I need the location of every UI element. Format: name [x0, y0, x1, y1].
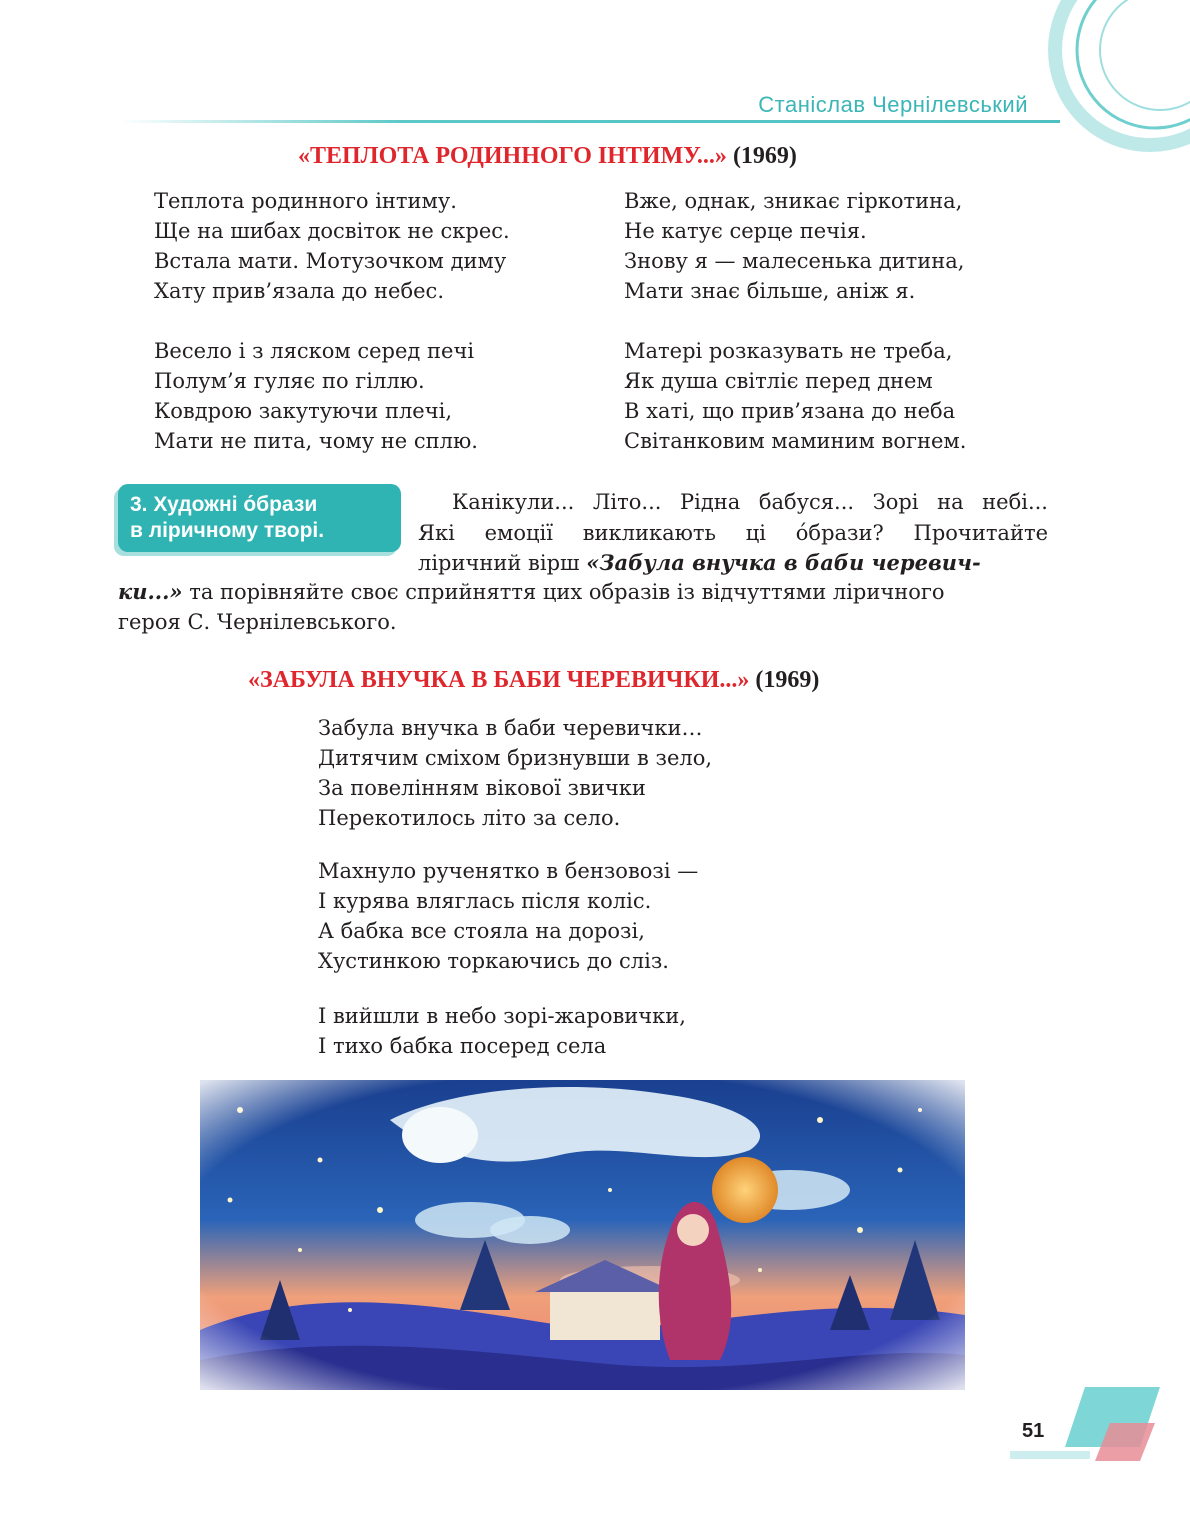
task-line-3	[418, 547, 981, 579]
verse-line: Знову я — малесенька дитина,	[624, 249, 965, 273]
task-line-1: Канікули... Літо... Рідна бабуся... Зорі на небі...	[452, 490, 1048, 514]
task-poem-reference-end: ки...»	[118, 579, 183, 604]
poem1-title	[298, 143, 797, 170]
task-line-5: героя С. Чернілевського.	[118, 610, 397, 634]
task-poem-reference: «Забула внучка в баби черевич-	[586, 550, 981, 575]
poem2-stanza-3	[318, 1001, 686, 1061]
verse-line: Не катує серце печія.	[624, 219, 867, 243]
task-line-4	[118, 576, 945, 608]
page-number: 51	[1022, 1420, 1045, 1442]
verse-line: Теплота родинного інтиму.	[154, 189, 457, 213]
verse-line: Забула внучка в баби черевички…	[318, 716, 703, 740]
verse-line: І вийшли в небо зорі-жаровички,	[318, 1004, 686, 1028]
poem1-year: (1969)	[732, 143, 797, 169]
verse-line: В хаті, що прив’язана до неба	[624, 399, 956, 423]
poem1-title-text: «ТЕПЛОТА РОДИННОГО ІНТИМУ...»	[298, 143, 727, 169]
verse-line: Вже, однак, зникає гіркотина,	[624, 189, 963, 213]
verse-line: Ковдрою закутуючи плечі,	[154, 399, 452, 423]
poem2-title	[248, 667, 819, 694]
poem1-left-stanza-2	[154, 336, 478, 456]
verse-line: Матері розказувать не треба,	[624, 339, 953, 363]
poem1-left-stanza-1	[154, 186, 510, 306]
verse-line: Весело і з ляском серед печі	[154, 339, 475, 363]
task-badge	[118, 484, 401, 552]
header-divider	[120, 120, 1060, 123]
verse-line: Мати не пита, чому не сплю.	[154, 429, 478, 453]
verse-line: Мати знає більше, аніж я.	[624, 279, 916, 303]
night-village-illustration	[200, 1080, 965, 1390]
poem2-title-text: «ЗАБУЛА ВНУЧКА В БАБИ ЧЕРЕВИЧКИ...»	[248, 667, 750, 693]
task-badge-line: в ліричному творі.	[130, 519, 325, 542]
poem1-right-stanza-1	[624, 186, 964, 306]
verse-line: Як душа світліє перед днем	[624, 369, 933, 393]
verse-line: Світанковим маминим вогнем.	[624, 429, 967, 453]
verse-line: Встала мати. Мотузочком диму	[154, 249, 507, 273]
verse-line: Ще на шибах досвіток не скрес.	[154, 219, 510, 243]
verse-line: І тихо бабка посеред села	[318, 1034, 607, 1058]
verse-line: Дитячим сміхом бризнувши в зело,	[318, 746, 713, 770]
verse-line: Перекотилось літо за село.	[318, 806, 621, 830]
verse-line: Хустинкою торкаючись до сліз.	[318, 949, 669, 973]
task-line-2: Які емоції викликають ці о́брази? Прочитайте	[418, 521, 1048, 545]
poem2-stanza-2	[318, 856, 698, 976]
poem2-year: (1969)	[755, 667, 820, 693]
task-line-4-text: та порівняйте своє сприйняття цих образів із відчуттями ліричного	[182, 580, 945, 604]
verse-line: Полум’я гуляє по гіллю.	[154, 369, 425, 393]
header-ring-decoration	[1020, 0, 1190, 160]
verse-line: За повелінням вікової звички	[318, 776, 646, 800]
poem2-stanza-1	[318, 713, 712, 833]
verse-line: І курява вляглась після коліс.	[318, 889, 652, 913]
poem1-right-stanza-2	[624, 336, 966, 456]
verse-line: Махнуло рученятко в бензовозі —	[318, 859, 699, 883]
verse-line: Хату прив’язала до небес.	[154, 279, 444, 303]
task-badge-line: 3. Художні о́брази	[130, 493, 318, 516]
task-line-3-text: ліричний вірш	[418, 551, 587, 575]
header-author: Станіслав Чернілевський	[758, 92, 1028, 117]
verse-line: А бабка все стояла на дорозі,	[318, 919, 645, 943]
